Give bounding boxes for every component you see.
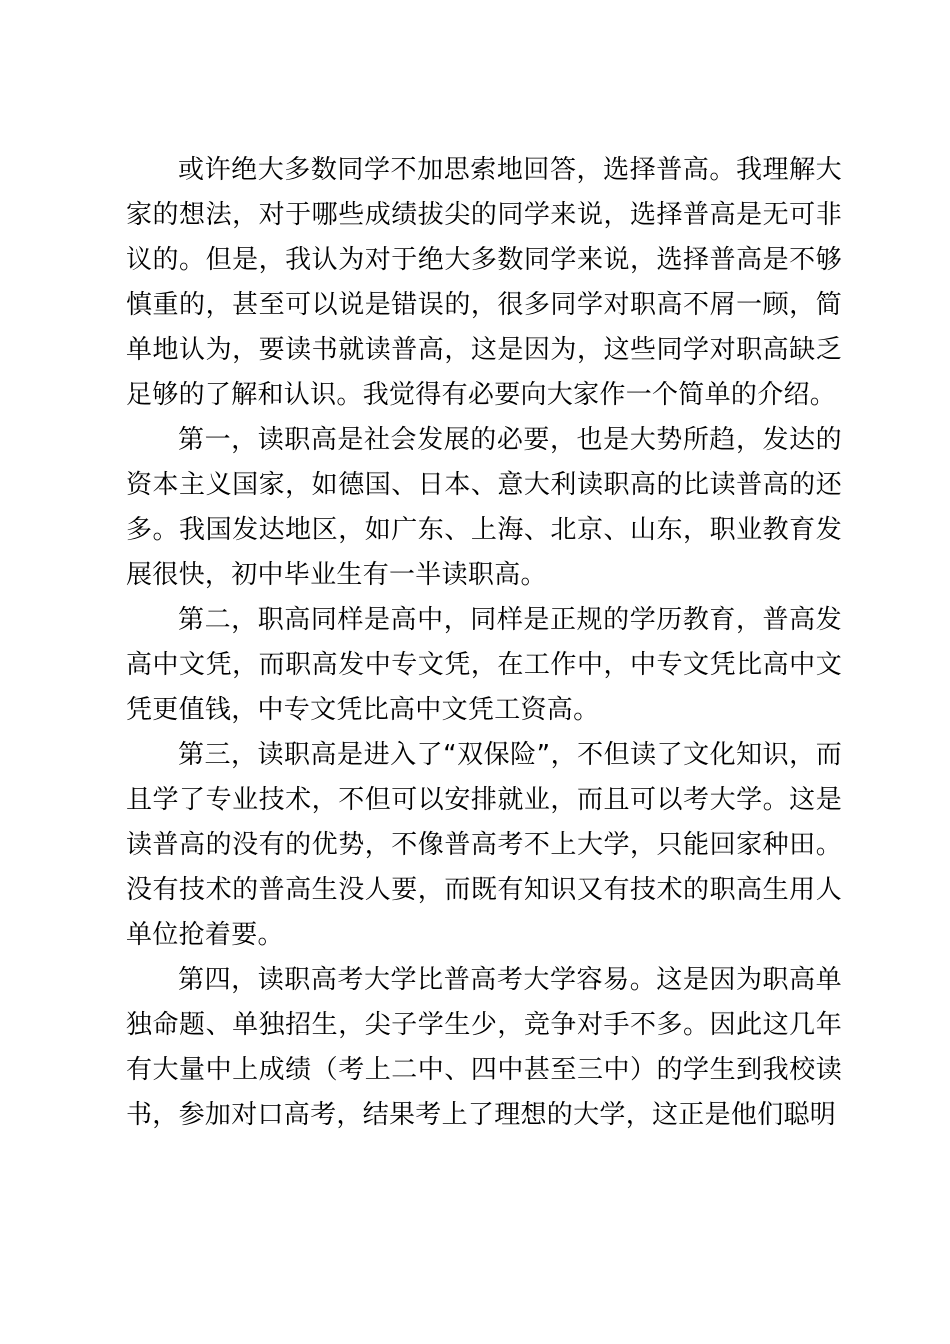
paragraph-point-one: 第一，读职高是社会发展的必要，也是大势所趋，发达的资本主义国家，如德国、日本、意大利读职高的比读普高的还多。我国发达地区，如广东、上海、北京、山东，职业教育发展很快，初中毕业生有一半读职高。: [126, 425, 842, 590]
paragraph-point-four: 第四，读职高考大学比普高考大学容易。这是因为职高单独命题、单独招生，尖子学生少，竞争对手不多。因此这几年有大量中上成绩（考上二中、四中甚至三中）的学生到我校读书，参加对口高考，结果考上了理想的大学，这正是他们聪明: [126, 965, 842, 1130]
paragraph-point-two: 第二，职高同样是高中，同样是正规的学历教育，普高发高中文凭，而职高发中专文凭，在工作中，中专文凭比高中文凭更值钱，中专文凭比高中文凭工资高。: [126, 605, 842, 725]
document-body: [126, 148, 842, 1138]
paragraph-intro: 或许绝大多数同学不加思索地回答，选择普高。我理解大家的想法，对于哪些成绩拔尖的同学来说，选择普高是无可非议的。但是，我认为对于绝大多数同学来说，选择普高是不够慎重的，甚至可以说是错误的，很多同学对职高不屑一顾，简单地认为，要读书就读普高，这是因为，这些同学对职高缺乏足够的了解和认识。我觉得有必要向大家作一个简单的介绍。: [126, 155, 842, 410]
paragraph-point-three: 第三，读职高是进入了“双保险”，不但读了文化知识，而且学了专业技术，不但可以安排就业，而且可以考大学。这是读普高的没有的优势，不像普高考不上大学，只能回家种田。没有技术的普高生没人要，而既有知识又有技术的职高生用人单位抢着要。: [126, 740, 842, 950]
